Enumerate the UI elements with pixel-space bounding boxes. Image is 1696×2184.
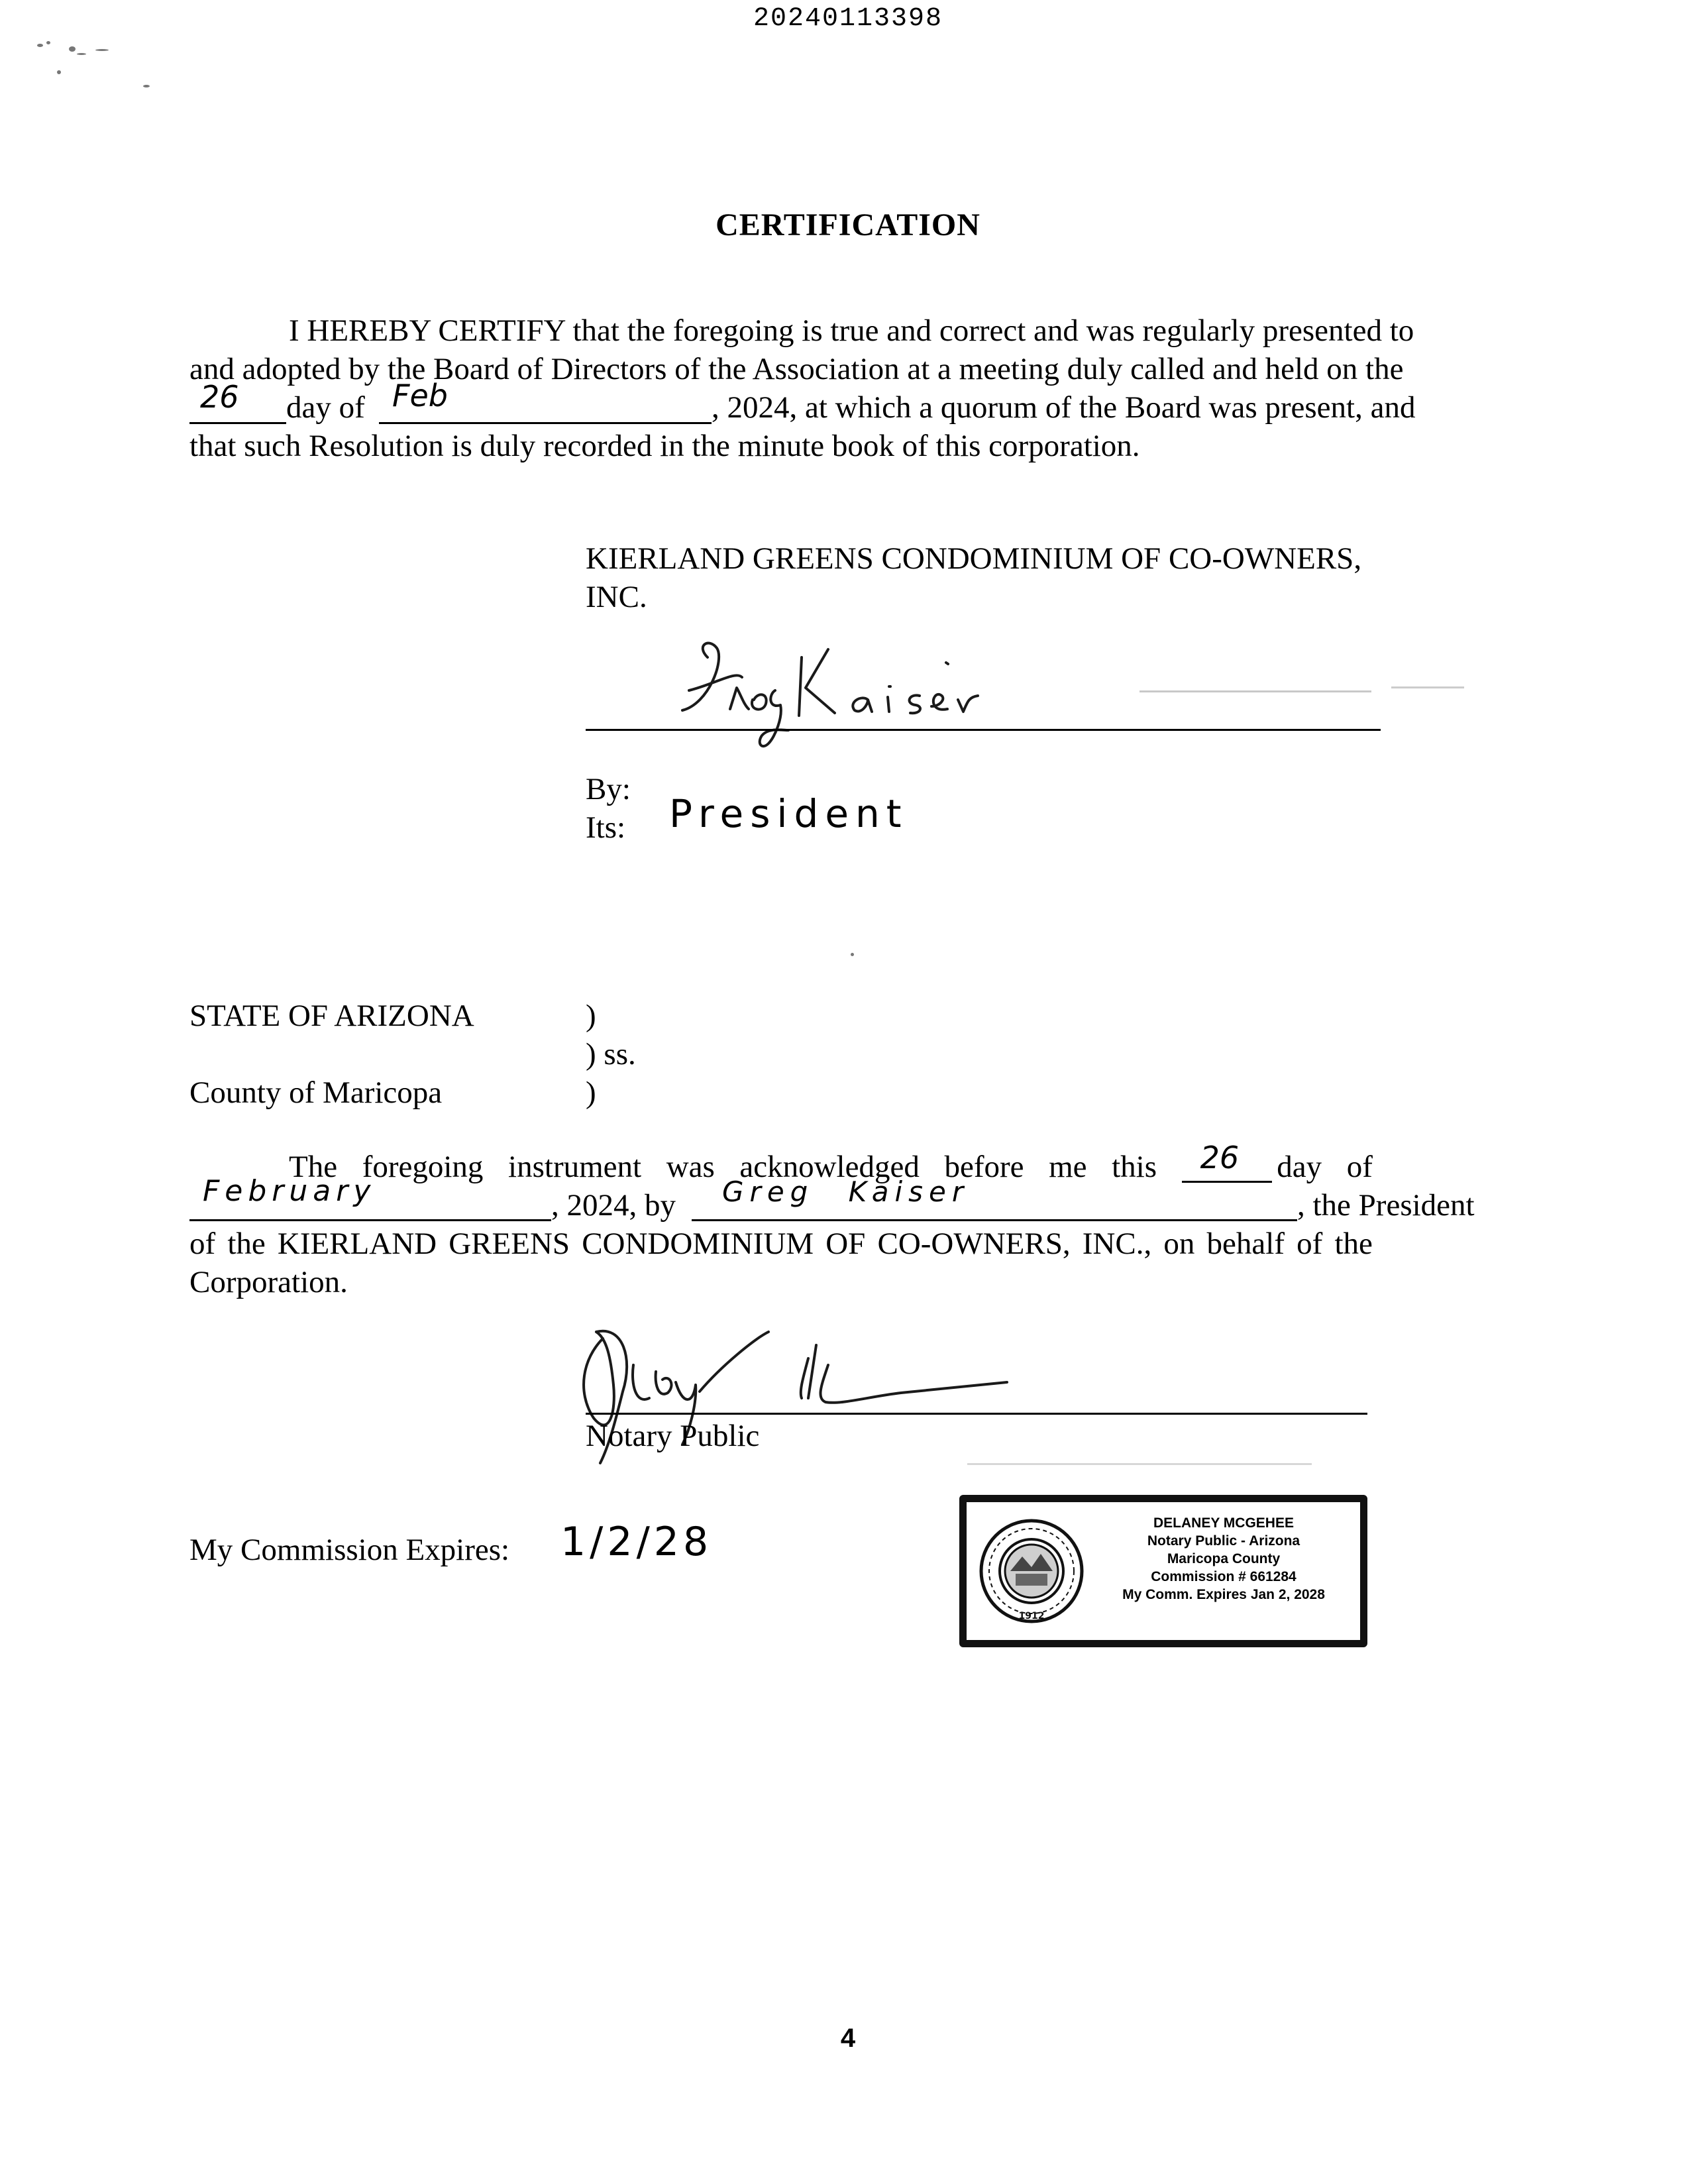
- by-label: By:: [586, 772, 631, 806]
- ack-word: behalf: [1206, 1227, 1285, 1261]
- seal-year: 1912: [1018, 1611, 1045, 1621]
- ack-word: of: [1346, 1150, 1373, 1184]
- ack-word: before: [944, 1150, 1024, 1184]
- ack-year-by: , 2024, by: [551, 1188, 676, 1223]
- stamp-commission-number: Commission # 661284: [1151, 1569, 1297, 1584]
- certify-line-1: I HEREBY CERTIFY that the foregoing is true and correct and was regularly presented to: [289, 313, 1414, 348]
- ack-word: OF: [825, 1227, 866, 1261]
- ack-word: this: [1112, 1150, 1157, 1184]
- ack-word: on: [1163, 1227, 1195, 1261]
- document-number: 20240113398: [753, 4, 943, 34]
- state-seal-icon: [976, 1514, 1087, 1628]
- ack-month-handwritten: February: [203, 1174, 376, 1208]
- ack-word: was: [666, 1150, 715, 1184]
- meeting-month-blank: [379, 422, 712, 424]
- commission-expires-label: My Commission Expires:: [189, 1533, 510, 1567]
- venue-paren-3: ): [586, 1075, 596, 1110]
- ack-word: INC.,: [1082, 1227, 1152, 1261]
- ack-word: The: [289, 1150, 338, 1184]
- commission-expires-date: 1/2/28: [560, 1519, 713, 1565]
- certify-day-of: day of: [286, 390, 365, 425]
- scan-artifact-dot: [851, 953, 854, 956]
- ack-word: the: [227, 1227, 266, 1261]
- ack-word: of: [189, 1227, 216, 1261]
- its-label: Its:: [586, 810, 626, 845]
- stamp-county: Maricopa County: [1167, 1551, 1281, 1566]
- president-signature: [669, 631, 1080, 783]
- ack-name-blank: [692, 1219, 1297, 1221]
- ack-word: the: [1334, 1227, 1373, 1261]
- notary-stamp: [959, 1495, 1367, 1647]
- stamp-notary-name: DELANEY MCGEHEE: [1153, 1515, 1294, 1531]
- certify-line-2: and adopted by the Board of Directors of the Association at a meeting duly called and held on the: [189, 352, 1404, 386]
- meeting-day-blank: [189, 422, 286, 424]
- ack-day-blank: [1182, 1181, 1272, 1183]
- certify-line-4: that such Resolution is duly recorded in the minute book of this corporation.: [189, 429, 1140, 463]
- ack-word: KIERLAND: [277, 1227, 437, 1261]
- venue-paren-ss: ) ss.: [586, 1037, 636, 1071]
- ack-title: , the President: [1297, 1188, 1475, 1223]
- ack-word: foregoing: [362, 1150, 484, 1184]
- meeting-day-handwritten: 26: [200, 379, 239, 415]
- association-name-line-2: INC.: [586, 580, 647, 614]
- stamp-expiration: My Comm. Expires Jan 2, 2028: [1122, 1587, 1325, 1602]
- meeting-month-handwritten: Feb: [392, 378, 448, 413]
- scan-artifact-dashes: [967, 1463, 1312, 1465]
- ack-word: me: [1049, 1150, 1087, 1184]
- ack-word: CO-OWNERS,: [877, 1227, 1071, 1261]
- notary-public-label: Notary Public: [586, 1419, 760, 1453]
- page-title: CERTIFICATION: [716, 207, 980, 243]
- ack-word: instrument: [508, 1150, 642, 1184]
- scan-artifact-dashes: [1391, 686, 1464, 688]
- venue-county: County of Maricopa: [189, 1075, 443, 1110]
- ack-line-3: [189, 1225, 1373, 1263]
- ack-month-blank: [189, 1219, 551, 1221]
- venue-paren-1: ): [586, 999, 596, 1033]
- president-signature-line: [586, 729, 1381, 731]
- venue-state: STATE OF ARIZONA: [189, 999, 474, 1033]
- ack-day-handwritten: 26: [1200, 1140, 1240, 1175]
- certify-year-clause: , 2024, at which a quorum of the Board was present, and: [712, 390, 1416, 425]
- ack-word: of: [1297, 1227, 1323, 1261]
- ack-line-4: Corporation.: [189, 1265, 348, 1299]
- its-title-handwritten: President: [669, 791, 908, 836]
- ack-word: GREENS: [449, 1227, 570, 1261]
- stamp-notary-state: Notary Public - Arizona: [1147, 1533, 1300, 1549]
- ack-word: CONDOMINIUM: [582, 1227, 814, 1261]
- page-number: 4: [840, 2024, 856, 2053]
- notary-signature-line: [586, 1413, 1367, 1415]
- ack-word: acknowledged: [739, 1150, 920, 1184]
- ack-word: day: [1277, 1150, 1322, 1184]
- ack-name-handwritten: Greg Kaiser: [722, 1175, 970, 1208]
- association-name-line-1: KIERLAND GREENS CONDOMINIUM OF CO-OWNERS,: [586, 541, 1362, 576]
- scan-artifact-dashes: [1140, 690, 1371, 692]
